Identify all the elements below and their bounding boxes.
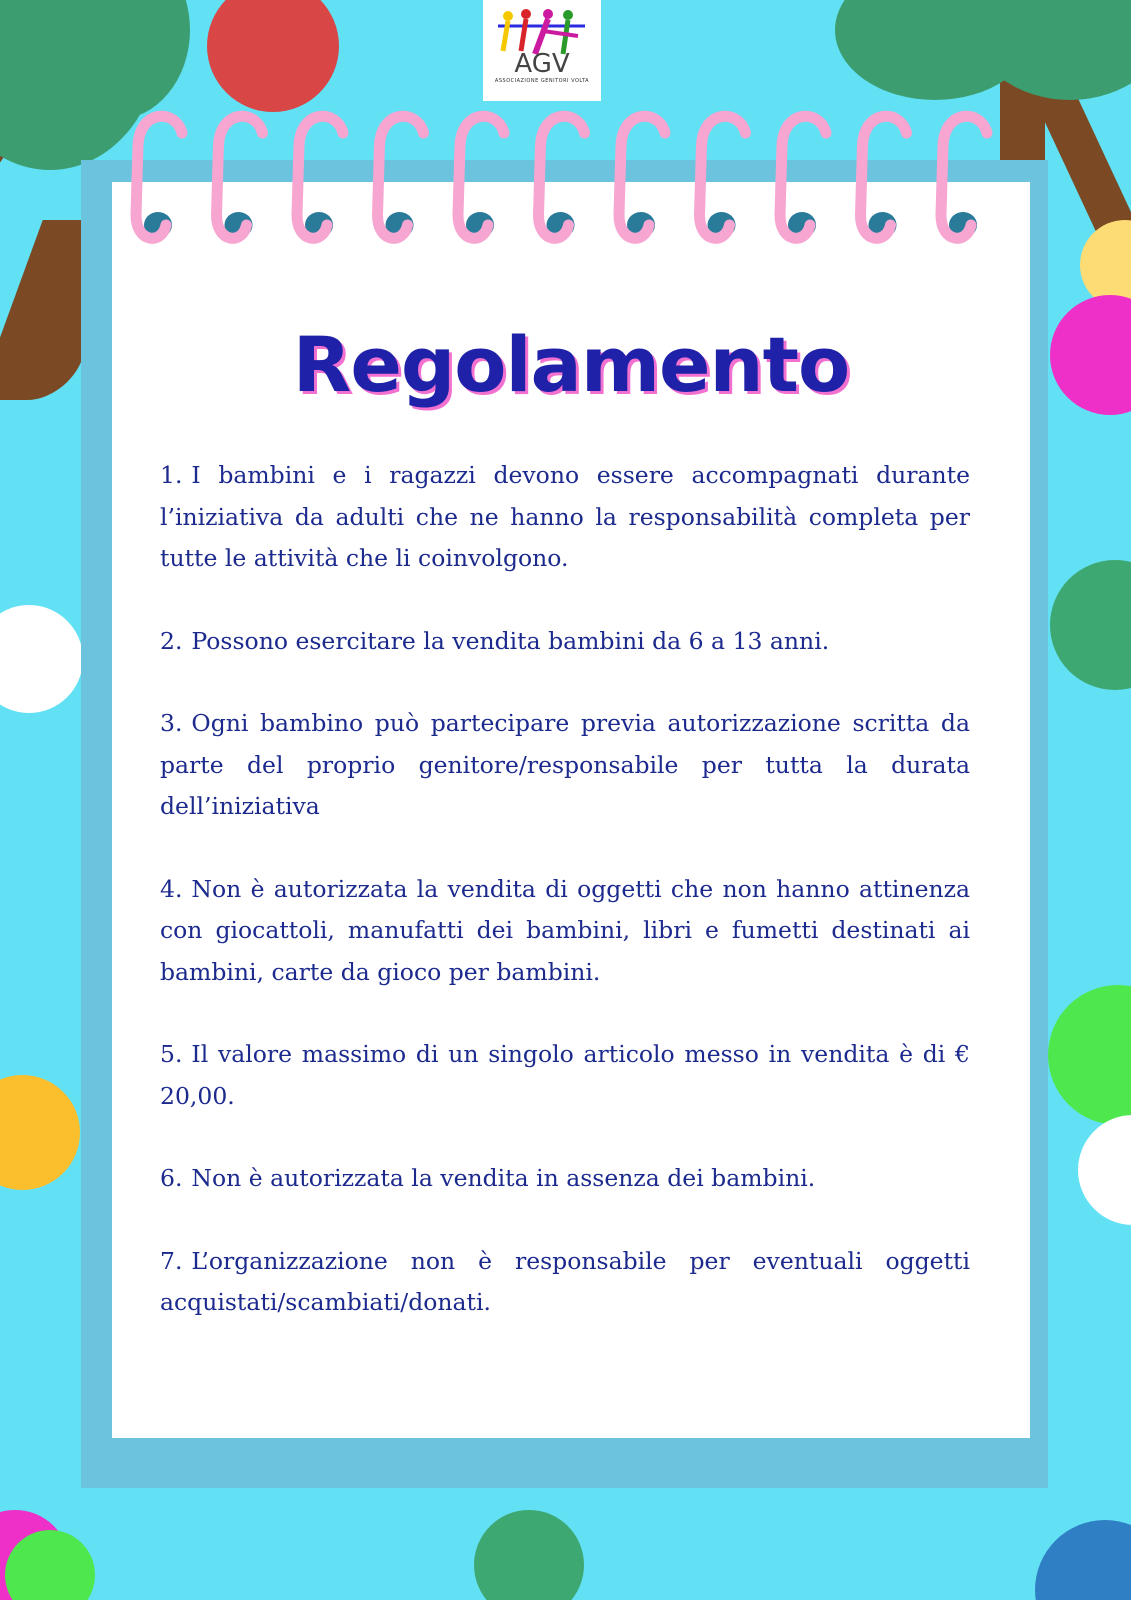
rule-number: 1. [160, 461, 183, 489]
yellow-circle-left [0, 1075, 80, 1190]
rule-item [160, 621, 970, 663]
logo-subtitle: ASSOCIAZIONE GENITORI VOLTA [494, 78, 590, 84]
rule-text: Non è autorizzata la vendita in assenza dei bambini. [191, 1164, 816, 1192]
rules-list [160, 455, 970, 1365]
spiral-rings-icon [100, 95, 1000, 265]
lime-circle-right [1048, 985, 1131, 1125]
blue-circle-bottom-right [1035, 1520, 1131, 1600]
rule-text: Il valore massimo di un singolo articolo messo in vendita è di € 20,00. [160, 1040, 970, 1110]
white-circle-right [1078, 1115, 1131, 1225]
rule-number: 4. [160, 874, 183, 903]
rule-item [160, 869, 970, 994]
white-circle-left [0, 605, 83, 713]
rule-number: 2. [160, 626, 183, 655]
logo-figures-icon [493, 6, 591, 76]
rule-text: Non è autorizzata la vendita di oggetti che non hanno attinenza con giocattoli, manufatti dei bambini, libri e fumetti destinati ai bambini, carte da gioco per bambini. [160, 874, 970, 986]
svg-text:AGV: AGV [514, 49, 570, 76]
rule-number: 6. [160, 1164, 183, 1192]
rule-number: 7. [160, 1246, 183, 1275]
magenta-circle-right [1050, 295, 1131, 415]
rule-text: Possono esercitare la vendita bambini da 6 a 13 anni. [191, 626, 830, 655]
rule-item [160, 455, 970, 580]
rule-item [160, 703, 970, 828]
rule-item [160, 1034, 970, 1117]
logo [483, 0, 601, 101]
rule-number: 5. [160, 1040, 183, 1068]
rule-text: L’organizzazione non è responsabile per eventuali oggetti acquistati/scambiati/donati. [160, 1246, 970, 1316]
rule-text: Ogni bambino può partecipare previa autorizzazione scritta da parte del proprio genitore/responsabile per tutta la durata dell’iniziativa [160, 709, 970, 820]
rule-item [160, 1158, 970, 1200]
rule-number: 3. [160, 709, 183, 737]
rule-item [160, 1241, 970, 1324]
green-circle-right-mid [1050, 560, 1131, 690]
rule-text: I bambini e i ragazzi devono essere accompagnati durante l’iniziativa da adulti che ne hanno la responsabilità completa per tutte le attività che li coinvolgono. [160, 461, 970, 572]
green-circle-bottom-center [474, 1510, 584, 1600]
page-title: Regolamento [292, 320, 850, 409]
